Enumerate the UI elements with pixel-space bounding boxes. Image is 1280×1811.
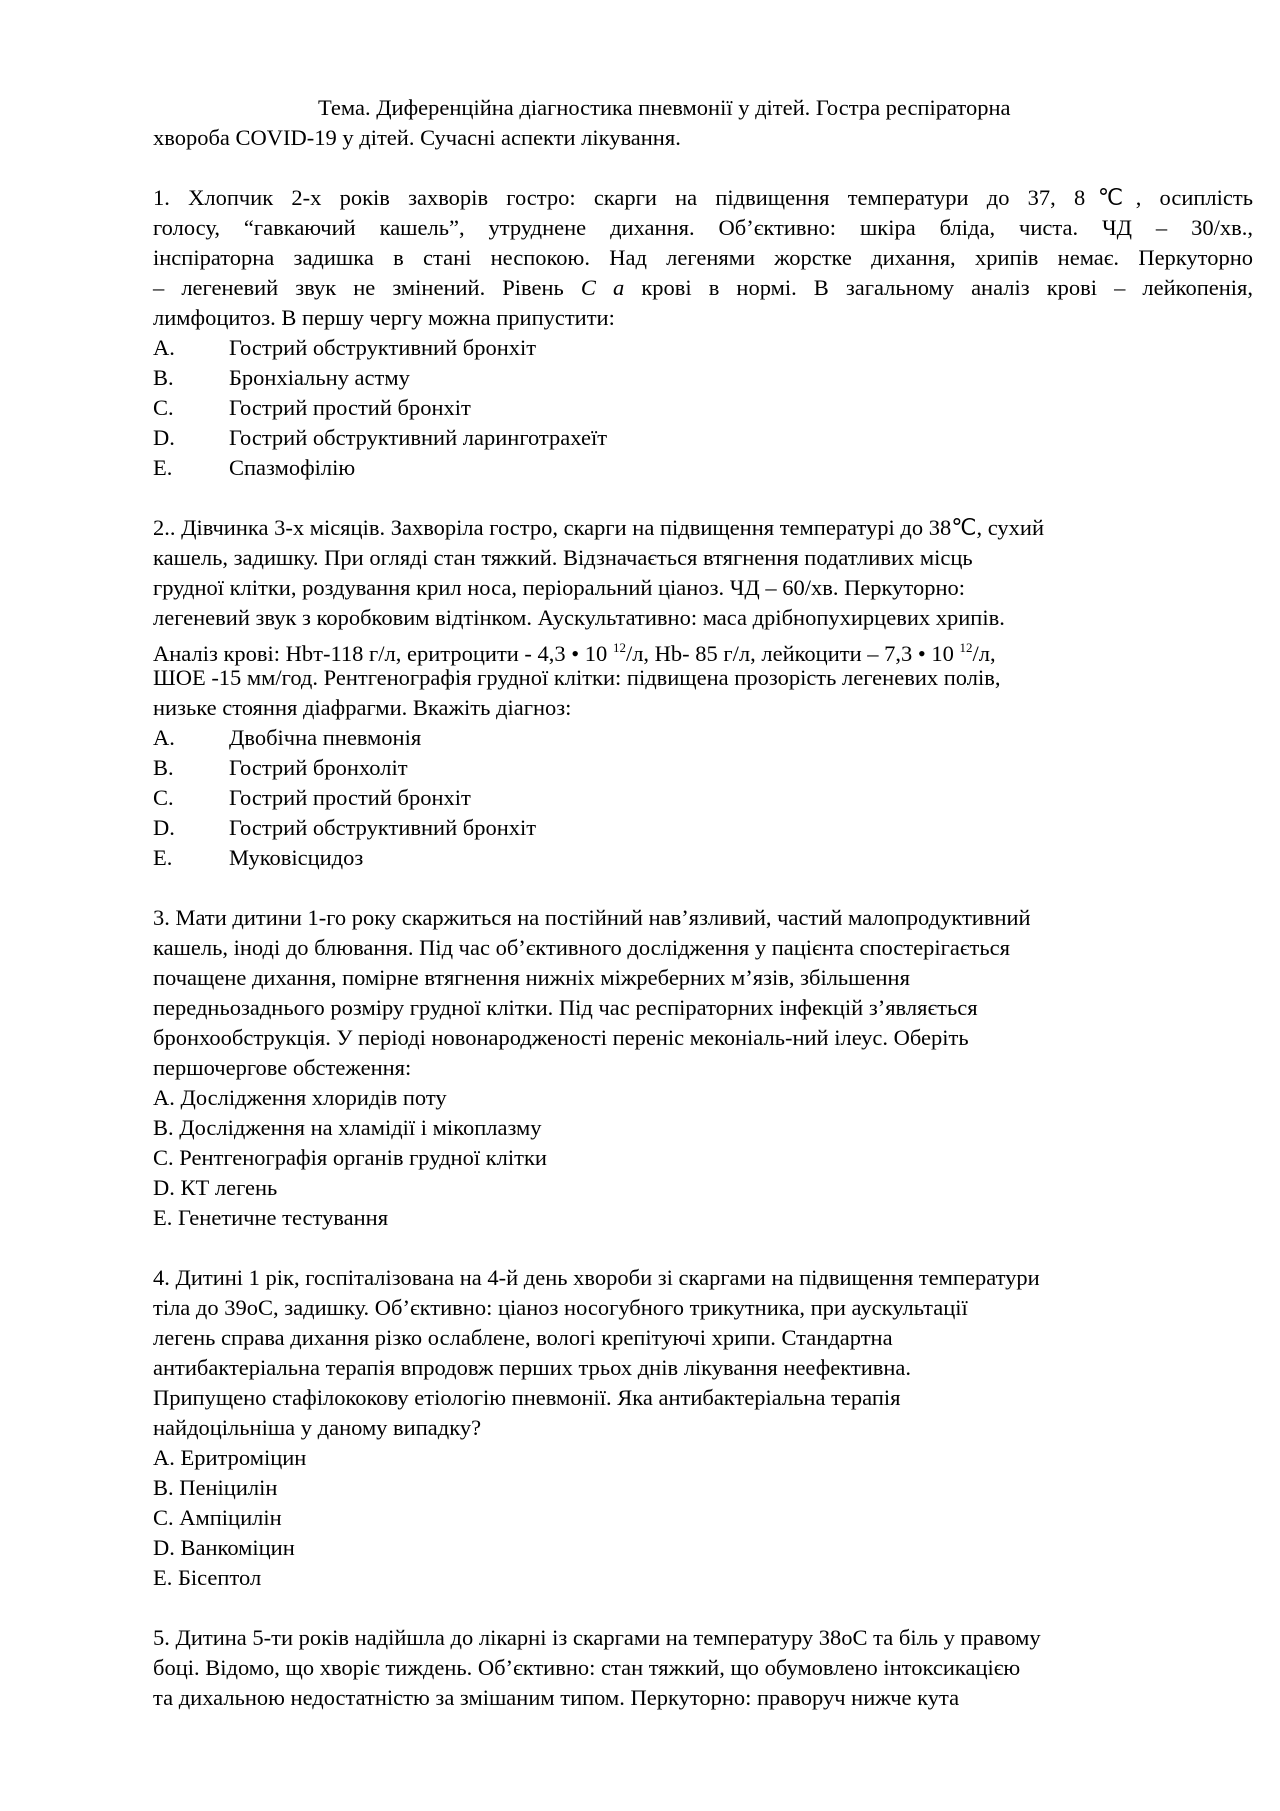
q3-text-line-4: передньозаднього розміру грудної клітки. Під час респіраторних інфекцій з’являється (153, 995, 978, 1020)
q3-text-line-1: 3. Мати дитини 1-го року скаржиться на постійний нав’язливий, частий малопродуктивний (153, 905, 1031, 930)
q2-text-line-2: кашель, задишку. При огляді стан тяжкий. Відзначається втягнення податливих місць (153, 545, 973, 570)
q1-option-letter: C. (153, 395, 174, 420)
q5-text-line-3: та дихальною недостатністю за змішаним типом. Перкуторно: праворуч нижче кута (153, 1685, 960, 1710)
q1-text-line-1: 1. Хлопчик 2-х років захворів гостро: скарги на підвищення температури до 37, 8℃, осиплість (153, 185, 1253, 210)
q1-option (153, 425, 607, 451)
q2-text-line-6: ШОЕ -15 мм/год. Рентгенографія грудної клітки: підвищена прозорість легеневих полів, (153, 665, 1001, 690)
q4-option: A. Еритроміцин (153, 1445, 307, 1470)
q4-option: E. Бісептол (153, 1565, 262, 1590)
q4-option: D. Ванкоміцин (153, 1535, 295, 1560)
q4-text-line-4: антибактеріальна терапія впродовж перших трьох днів лікування неефективна. (153, 1355, 912, 1380)
q1-text-line-2: голосу, “гавкаючий кашель”, утруднене дихання. Об’єктивно: шкіра бліда, чиста. ЧД – 30/хв., (153, 215, 1253, 240)
q5-text-line-2: боці. Відомо, що хворіє тиждень. Об’єктивно: стан тяжкий, що обумовлено інтоксикацією (153, 1655, 1021, 1680)
q4-text-line-6: найдоцільніша у даному випадку? (153, 1415, 482, 1440)
q3-text-line-3: почащене дихання, помірне втягнення нижніх міжреберних м’язів, збільшення (153, 965, 910, 990)
q2-option (153, 845, 363, 871)
q2-text-line-1: 2.. Дівчинка 3-х місяців. Захворіла гостро, скарги на підвищення температурі до 38℃, сухий (153, 515, 1044, 540)
title-line-2: хвороба COVID-19 у дітей. Сучасні аспекти лікування. (153, 125, 681, 150)
q2-option (153, 785, 471, 811)
q2-option (153, 815, 536, 841)
q3-option: D. КТ легень (153, 1175, 278, 1200)
q2-superscript-1: 12 (612, 640, 626, 655)
q2-option (153, 725, 421, 751)
q2-option-text: Гострий простий бронхіт (229, 785, 471, 810)
q2-option-text: Муковісцидоз (229, 845, 364, 870)
q2-superscript-2: 12 (959, 640, 973, 655)
q3-text-line-2: кашель, іноді до блювання. Під час об’єктивного дослідження у пацієнта спостерігається (153, 935, 1010, 960)
q1-text-line-4-b: крові в нормі. В загальному аналіз крові – лейкопенія, (641, 275, 1254, 300)
q4-option: C. Ампіцилін (153, 1505, 282, 1530)
q1-text-line-5: лимфоцитоз. В першу чергу можна припустити: (153, 305, 615, 330)
q2-option-text: Гострий обструктивний бронхіт (229, 815, 537, 840)
q1-option-letter: D. (153, 425, 175, 450)
q4-text-line-5: Припущено стафілококову етіологію пневмонії. Яка антибактеріальна терапія (153, 1385, 901, 1410)
q1-option-letter: E. (153, 455, 173, 480)
q2-text-line-5-b: /л, Нb- 85 г/л, лейкоцити – 7,3 • 10 (625, 641, 960, 666)
q2-text-line-4: легеневий звук з коробковим відтінком. Аускультативно: маса дрібнопухирцевих хрипів. (153, 605, 1005, 630)
q1-option-letter: A. (153, 335, 175, 360)
q1-text-line-4-italic: C a (580, 275, 625, 300)
q2-text-line-7: низьке стояння діафрагми. Вкажіть діагноз: (153, 695, 572, 720)
q2-option-letter: A. (153, 725, 175, 750)
q1-option-text: Гострий обструктивний ларинготрахеїт (229, 425, 608, 450)
q3-option: C. Рентгенографія органів грудної клітки (153, 1145, 547, 1170)
q4-text-line-2: тіла до 39oC, задишку. Об’єктивно: ціаноз носогубного трикутника, при аускультації (153, 1295, 968, 1320)
q1-text-line-4 (153, 275, 1253, 301)
q2-text-line-5-a: Аналіз крові: Нbт-118 г/л, еритроцити - 4,3 • 10 (153, 641, 613, 666)
q2-option-letter: E. (153, 845, 173, 870)
q1-option (153, 395, 471, 421)
q2-option (153, 755, 408, 781)
q1-option-text: Спазмофілію (229, 455, 356, 480)
q2-text-line-5-c: /л, (972, 641, 996, 666)
q1-option-text: Бронхіальну астму (229, 365, 410, 390)
q1-text-line-4-a: – легеневий звук не змінений. Рівень (153, 275, 564, 300)
title-line-1: Тема. Диференційна діагностика пневмонії у дітей. Гостра респіраторна (318, 95, 1011, 120)
q4-text-line-3: легень справа дихання різко ослаблене, вологі крепітуючі хрипи. Стандартна (153, 1325, 893, 1350)
q3-text-line-6: першочергове обстеження: (153, 1055, 412, 1080)
q1-text-line-3: інспіраторна задишка в стані неспокою. Над легенями жорстке дихання, хрипів немає. Перкуторно (153, 245, 1253, 270)
q2-option-text: Двобічна пневмонія (229, 725, 422, 750)
q3-option: B. Дослідження на хламідії і мікоплазму (153, 1115, 542, 1140)
q2-text-line-5 (153, 635, 996, 667)
q1-option-text: Гострий обструктивний бронхіт (229, 335, 537, 360)
q3-option: A. Дослідження хлоридів поту (153, 1085, 447, 1110)
q1-option (153, 365, 410, 391)
q2-option-letter: D. (153, 815, 175, 840)
q3-text-line-5: бронхообструкція. У періоді новонародженості переніс меконіаль-ний ілеус. Оберіть (153, 1025, 969, 1050)
q1-option-text: Гострий простий бронхіт (229, 395, 471, 420)
q2-option-letter: B. (153, 755, 174, 780)
q1-option (153, 455, 355, 481)
q5-text-line-1: 5. Дитина 5-ти років надійшла до лікарні із скаргами на температуру 38oC та біль у правому (153, 1625, 1041, 1650)
q1-option-letter: B. (153, 365, 174, 390)
q2-option-text: Гострий бронхоліт (229, 755, 408, 780)
q2-text-line-3: грудної клітки, роздування крил носа, періоральний ціаноз. ЧД – 60/хв. Перкуторно: (153, 575, 965, 600)
q4-option: B. Пеніцилін (153, 1475, 278, 1500)
q3-option: E. Генетичне тестування (153, 1205, 389, 1230)
q1-option (153, 335, 536, 361)
q2-option-letter: C. (153, 785, 174, 810)
q4-text-line-1: 4. Дитині 1 рік, госпіталізована на 4-й день хвороби зі скаргами на підвищення температури (153, 1265, 1040, 1290)
